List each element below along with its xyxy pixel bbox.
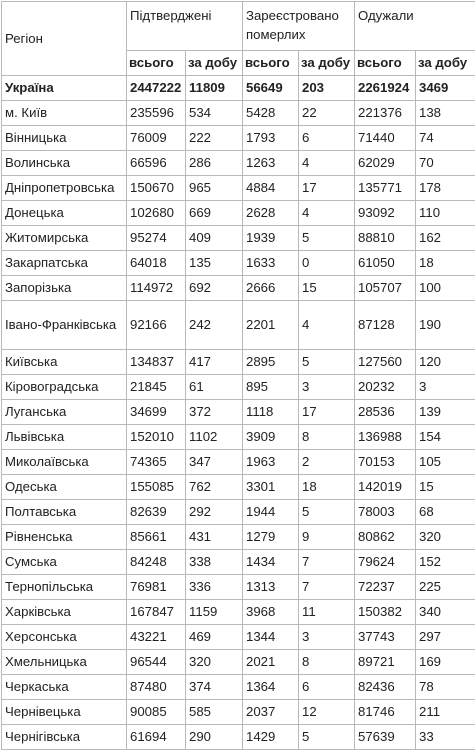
confirmed-daily-cell: 61 — [186, 375, 243, 400]
region-name-cell: Луганська — [2, 400, 127, 425]
region-name-cell: Чернівецька — [2, 700, 127, 725]
table-row — [2, 101, 475, 126]
confirmed-cell: 43221 — [127, 625, 186, 650]
recovered-cell: 80862 — [355, 525, 416, 550]
region-column-header: Регіон — [2, 2, 127, 76]
recovered-cell: 79624 — [355, 550, 416, 575]
deaths-cell: 1118 — [243, 400, 299, 425]
recovered-daily-cell: 178 — [416, 176, 475, 201]
recovered-cell: 82436 — [355, 675, 416, 700]
recovered-daily-cell: 297 — [416, 625, 475, 650]
recovered-cell: 127560 — [355, 350, 416, 375]
confirmed-daily-header: за добу — [186, 51, 243, 76]
region-name-cell: Вінницька — [2, 126, 127, 151]
confirmed-cell: 74365 — [127, 450, 186, 475]
deaths-daily-cell: 17 — [299, 176, 355, 201]
confirmed-daily-cell: 669 — [186, 201, 243, 226]
table-row — [2, 400, 475, 425]
recovered-cell: 150382 — [355, 600, 416, 625]
recovered-daily-cell: 33 — [416, 725, 475, 750]
deaths-cell: 1344 — [243, 625, 299, 650]
region-name-cell: Харківська — [2, 600, 127, 625]
region-name-cell: Донецька — [2, 201, 127, 226]
recovered-cell: 142019 — [355, 475, 416, 500]
table-row — [2, 251, 475, 276]
confirmed-cell: 85661 — [127, 525, 186, 550]
confirmed-group-header: Підтверджені — [127, 2, 243, 51]
confirmed-cell: 84248 — [127, 550, 186, 575]
recovered-cell: 61050 — [355, 251, 416, 276]
table-row — [2, 375, 475, 400]
recovered-daily-cell: 152 — [416, 550, 475, 575]
confirmed-cell: 95274 — [127, 226, 186, 251]
total-confirmed-daily-cell: 11809 — [186, 76, 243, 101]
deaths-daily-cell: 4 — [299, 151, 355, 176]
recovered-cell: 81746 — [355, 700, 416, 725]
deaths-daily-cell: 5 — [299, 725, 355, 750]
deaths-daily-cell: 6 — [299, 126, 355, 151]
region-name-cell: Миколаївська — [2, 450, 127, 475]
recovered-cell: 71440 — [355, 126, 416, 151]
deaths-daily-cell: 3 — [299, 375, 355, 400]
recovered-daily-cell: 320 — [416, 525, 475, 550]
table-header — [2, 2, 475, 76]
region-name-cell: Запорізька — [2, 276, 127, 301]
deaths-daily-cell: 5 — [299, 500, 355, 525]
deaths-daily-cell: 12 — [299, 700, 355, 725]
recovered-daily-cell: 110 — [416, 201, 475, 226]
region-name-cell: Одеська — [2, 475, 127, 500]
confirmed-cell: 64018 — [127, 251, 186, 276]
confirmed-daily-cell: 1102 — [186, 425, 243, 450]
confirmed-daily-cell: 336 — [186, 575, 243, 600]
deaths-cell: 2201 — [243, 301, 299, 350]
deaths-cell: 1364 — [243, 675, 299, 700]
deaths-cell: 2037 — [243, 700, 299, 725]
deaths-daily-cell: 7 — [299, 575, 355, 600]
recovered-daily-cell: 162 — [416, 226, 475, 251]
confirmed-cell: 150670 — [127, 176, 186, 201]
recovered-daily-cell: 225 — [416, 575, 475, 600]
region-name-cell: Тернопільська — [2, 575, 127, 600]
total-recovered-cell: 2261924 — [355, 76, 416, 101]
recovered-daily-cell: 68 — [416, 500, 475, 525]
deaths-daily-header: за добу — [299, 51, 355, 76]
total-confirmed-cell: 2447222 — [127, 76, 186, 101]
deaths-daily-cell: 6 — [299, 675, 355, 700]
total-region-cell: Україна — [2, 76, 127, 101]
recovered-daily-cell: 169 — [416, 650, 475, 675]
confirmed-cell: 76009 — [127, 126, 186, 151]
region-name-cell: Кіровоградська — [2, 375, 127, 400]
recovered-daily-cell: 190 — [416, 301, 475, 350]
confirmed-cell: 96544 — [127, 650, 186, 675]
recovered-daily-cell: 70 — [416, 151, 475, 176]
confirmed-cell: 66596 — [127, 151, 186, 176]
recovered-daily-cell: 3 — [416, 375, 475, 400]
confirmed-daily-cell: 431 — [186, 525, 243, 550]
recovered-cell: 136988 — [355, 425, 416, 450]
table-body — [2, 76, 475, 750]
deaths-cell: 1944 — [243, 500, 299, 525]
region-name-cell: Київська — [2, 350, 127, 375]
recovered-cell: 37743 — [355, 625, 416, 650]
region-name-cell: м. Київ — [2, 101, 127, 126]
deaths-daily-cell: 18 — [299, 475, 355, 500]
region-name-cell: Львівська — [2, 425, 127, 450]
recovered-total-header: всього — [355, 51, 416, 76]
deaths-cell: 895 — [243, 375, 299, 400]
recovered-cell: 70153 — [355, 450, 416, 475]
recovered-cell: 78003 — [355, 500, 416, 525]
table-row — [2, 475, 475, 500]
recovered-cell: 88810 — [355, 226, 416, 251]
region-name-cell: Рівненська — [2, 525, 127, 550]
total-deaths-daily-cell: 203 — [299, 76, 355, 101]
recovered-daily-cell: 100 — [416, 276, 475, 301]
deaths-cell: 3968 — [243, 600, 299, 625]
confirmed-cell: 114972 — [127, 276, 186, 301]
total-recovered-daily-cell: 3469 — [416, 76, 475, 101]
deaths-daily-cell: 4 — [299, 301, 355, 350]
confirmed-daily-cell: 534 — [186, 101, 243, 126]
recovered-cell: 221376 — [355, 101, 416, 126]
deaths-cell: 1263 — [243, 151, 299, 176]
deaths-daily-cell: 5 — [299, 226, 355, 251]
region-name-cell: Івано-Франківська — [2, 301, 127, 350]
region-name-cell: Херсонська — [2, 625, 127, 650]
table-row — [2, 201, 475, 226]
recovered-daily-cell: 78 — [416, 675, 475, 700]
confirmed-cell: 21845 — [127, 375, 186, 400]
confirmed-daily-cell: 417 — [186, 350, 243, 375]
confirmed-daily-cell: 585 — [186, 700, 243, 725]
table-row — [2, 525, 475, 550]
table-row — [2, 725, 475, 750]
recovered-daily-cell: 18 — [416, 251, 475, 276]
confirmed-cell: 34699 — [127, 400, 186, 425]
confirmed-cell: 155085 — [127, 475, 186, 500]
confirmed-cell: 92166 — [127, 301, 186, 350]
region-name-cell: Черкаська — [2, 675, 127, 700]
deaths-cell: 1313 — [243, 575, 299, 600]
table-row — [2, 276, 475, 301]
recovered-daily-header: за добу — [416, 51, 475, 76]
confirmed-daily-cell: 374 — [186, 675, 243, 700]
table-row — [2, 350, 475, 375]
table-row — [2, 625, 475, 650]
table-row — [2, 126, 475, 151]
recovered-cell: 105707 — [355, 276, 416, 301]
table-row — [2, 176, 475, 201]
deaths-cell: 1963 — [243, 450, 299, 475]
deaths-cell: 2628 — [243, 201, 299, 226]
confirmed-daily-cell: 347 — [186, 450, 243, 475]
confirmed-daily-cell: 135 — [186, 251, 243, 276]
deaths-cell: 3301 — [243, 475, 299, 500]
recovered-daily-cell: 340 — [416, 600, 475, 625]
confirmed-daily-cell: 320 — [186, 650, 243, 675]
deaths-cell: 3909 — [243, 425, 299, 450]
table-row — [2, 550, 475, 575]
confirmed-daily-cell: 338 — [186, 550, 243, 575]
recovered-group-header: Одужали — [355, 2, 475, 51]
confirmed-daily-cell: 222 — [186, 126, 243, 151]
table-row — [2, 650, 475, 675]
confirmed-daily-cell: 409 — [186, 226, 243, 251]
deaths-cell: 1434 — [243, 550, 299, 575]
confirmed-cell: 167847 — [127, 600, 186, 625]
confirmed-cell: 134837 — [127, 350, 186, 375]
confirmed-daily-cell: 292 — [186, 500, 243, 525]
recovered-cell: 20232 — [355, 375, 416, 400]
confirmed-daily-cell: 692 — [186, 276, 243, 301]
confirmed-cell: 82639 — [127, 500, 186, 525]
recovered-cell: 87128 — [355, 301, 416, 350]
table-row — [2, 425, 475, 450]
deaths-cell: 2666 — [243, 276, 299, 301]
recovered-daily-cell: 105 — [416, 450, 475, 475]
recovered-daily-cell: 139 — [416, 400, 475, 425]
table-row — [2, 600, 475, 625]
confirmed-total-header: всього — [127, 51, 186, 76]
deaths-cell: 1939 — [243, 226, 299, 251]
deaths-total-header: всього — [243, 51, 299, 76]
table-row — [2, 675, 475, 700]
region-name-cell: Хмельницька — [2, 650, 127, 675]
deaths-daily-cell: 11 — [299, 600, 355, 625]
confirmed-cell: 90085 — [127, 700, 186, 725]
deaths-daily-cell: 22 — [299, 101, 355, 126]
confirmed-cell: 102680 — [127, 201, 186, 226]
deaths-group-header: Зареєстровано померлих — [243, 2, 355, 51]
table-row — [2, 301, 475, 350]
recovered-cell: 89721 — [355, 650, 416, 675]
confirmed-daily-cell: 286 — [186, 151, 243, 176]
deaths-cell: 1633 — [243, 251, 299, 276]
recovered-cell: 62029 — [355, 151, 416, 176]
recovered-cell: 135771 — [355, 176, 416, 201]
deaths-daily-cell: 8 — [299, 650, 355, 675]
recovered-daily-cell: 15 — [416, 475, 475, 500]
region-name-cell: Дніпропетровська — [2, 176, 127, 201]
confirmed-daily-cell: 469 — [186, 625, 243, 650]
confirmed-cell: 87480 — [127, 675, 186, 700]
region-name-cell: Сумська — [2, 550, 127, 575]
confirmed-daily-cell: 372 — [186, 400, 243, 425]
deaths-daily-cell: 7 — [299, 550, 355, 575]
table-row — [2, 151, 475, 176]
recovered-cell: 28536 — [355, 400, 416, 425]
region-name-cell: Волинська — [2, 151, 127, 176]
deaths-cell: 2021 — [243, 650, 299, 675]
deaths-daily-cell: 15 — [299, 276, 355, 301]
recovered-daily-cell: 154 — [416, 425, 475, 450]
table-row — [2, 226, 475, 251]
deaths-cell: 1429 — [243, 725, 299, 750]
deaths-daily-cell: 0 — [299, 251, 355, 276]
table-row — [2, 450, 475, 475]
region-name-cell: Закарпатська — [2, 251, 127, 276]
confirmed-cell: 152010 — [127, 425, 186, 450]
recovered-daily-cell: 74 — [416, 126, 475, 151]
deaths-daily-cell: 17 — [299, 400, 355, 425]
confirmed-daily-cell: 290 — [186, 725, 243, 750]
deaths-cell: 5428 — [243, 101, 299, 126]
deaths-daily-cell: 4 — [299, 201, 355, 226]
total-deaths-cell: 56649 — [243, 76, 299, 101]
recovered-cell: 57639 — [355, 725, 416, 750]
table-row — [2, 500, 475, 525]
region-name-cell: Полтавська — [2, 500, 127, 525]
deaths-daily-cell: 2 — [299, 450, 355, 475]
recovered-cell: 93092 — [355, 201, 416, 226]
recovered-daily-cell: 138 — [416, 101, 475, 126]
region-name-cell: Житомирська — [2, 226, 127, 251]
confirmed-cell: 235596 — [127, 101, 186, 126]
confirmed-cell: 61694 — [127, 725, 186, 750]
table-row — [2, 575, 475, 600]
table-row — [2, 700, 475, 725]
deaths-cell: 2895 — [243, 350, 299, 375]
region-name-cell: Чернігівська — [2, 725, 127, 750]
confirmed-cell: 76981 — [127, 575, 186, 600]
deaths-cell: 4884 — [243, 176, 299, 201]
confirmed-daily-cell: 1159 — [186, 600, 243, 625]
confirmed-daily-cell: 242 — [186, 301, 243, 350]
confirmed-daily-cell: 965 — [186, 176, 243, 201]
deaths-daily-cell: 3 — [299, 625, 355, 650]
recovered-cell: 72237 — [355, 575, 416, 600]
deaths-daily-cell: 8 — [299, 425, 355, 450]
total-row — [2, 76, 475, 101]
deaths-daily-cell: 9 — [299, 525, 355, 550]
deaths-daily-cell: 5 — [299, 350, 355, 375]
confirmed-daily-cell: 762 — [186, 475, 243, 500]
deaths-cell: 1793 — [243, 126, 299, 151]
recovered-daily-cell: 211 — [416, 700, 475, 725]
recovered-daily-cell: 120 — [416, 350, 475, 375]
covid-stats-table — [1, 1, 475, 750]
deaths-cell: 1279 — [243, 525, 299, 550]
